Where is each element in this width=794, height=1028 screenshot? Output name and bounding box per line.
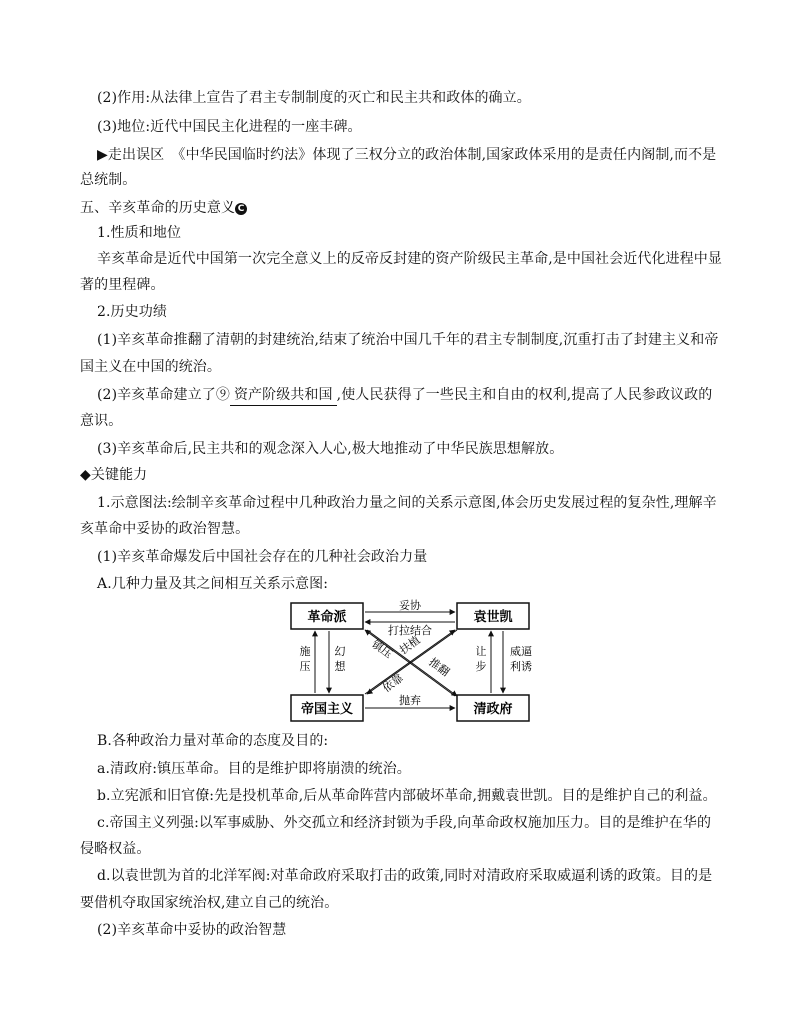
attitudes-heading: B.各种政治力量对革命的态度及目的: [97, 733, 329, 749]
achievement-2-pre: (2)辛亥革命建立了⑨ [97, 387, 230, 403]
edge-abandon-label: 抛弃 [399, 694, 421, 707]
edge-illusion-label-2: 想 [334, 660, 346, 673]
node-yuan [457, 603, 529, 629]
attitude-constitutionalists: b.立宪派和旧官僚:先是投机革命,后从革命阵营内部破坏革命,拥戴袁世凯。目的是维护自己的利益。 [97, 788, 717, 804]
edge-suppress-label-1: 施 [299, 645, 311, 658]
achievement-2-cont: 意识。 [80, 413, 123, 429]
misconception-note: ▶走出误区 《中华民国临时约法》体现了三权分立的政治体制,国家政体采用的是责任内阁制,而不是 [97, 147, 717, 163]
paragraph-nature-cont: 著的里程碑。 [80, 277, 165, 293]
level-badge-icon: C [235, 203, 247, 215]
compromise-heading: (2)辛亥革命中妥协的政治智慧 [97, 922, 287, 938]
edge-overthrow-label: 推翻 [426, 655, 452, 679]
attitude-imperialists: c.帝国主义列强:以军事威胁、外交孤立和经济封锁为手段,向革命政权施加压力。目的是维护在华的 [97, 815, 712, 831]
attitude-beiyang: d.以袁世凯为首的北洋军阀:对革命政府采取打击的政策,同时对清政府采取威逼利诱的政策。目的是 [97, 868, 713, 884]
attitude-imperialists-cont: 侵略权益。 [80, 841, 151, 857]
forces-heading: (1)辛亥革命爆发后中国社会存在的几种社会政治力量 [97, 549, 428, 565]
diagram-method: 1.示意图法:绘制辛亥革命过程中几种政治力量之间的关系示意图,体会历史发展过程的复杂性,理解辛 [97, 495, 717, 511]
achievement-3: (3)辛亥革命后,民主共和的观念深入人心,极大地推动了中华民族思想解放。 [97, 441, 564, 457]
achievement-2-post: ,使人民获得了一些民主和自由的权利,提高了人民参政议政的 [336, 387, 713, 403]
section-heading-text: 五、辛亥革命的历史意义 [80, 200, 236, 216]
node-yuan-label: 袁世凯 [473, 610, 513, 625]
edge-compromise-label: 妥协 [399, 599, 421, 612]
edge-illusion-label-1: 幻 [334, 645, 346, 658]
key-ability-heading: ◆关键能力 [80, 467, 148, 483]
edge-yield-label-2: 步 [475, 660, 487, 673]
section-heading [80, 198, 247, 218]
subheading-nature: 1.性质和地位 [97, 225, 182, 241]
edge-coerce-label-1: 威逼 [510, 645, 532, 658]
paragraph-status: (3)地位:近代中国民主化进程的一座丰碑。 [97, 119, 362, 135]
forces-relationship-diagram [285, 598, 535, 728]
achievement-1: (1)辛亥革命推翻了清朝的封建统治,结束了统治中国几千年的君主专制制度,沉重打击了封建主义和帝 [97, 332, 719, 348]
attitude-qing: a.清政府:镇压革命。目的是维护即将崩溃的统治。 [97, 761, 411, 777]
edge-suppress-label-2: 压 [299, 660, 311, 673]
edge-rely-label: 依靠 [380, 671, 406, 695]
paragraph-effect: (2)作用:从法律上宣告了君主专制制度的灭亡和民主共和政体的确立。 [97, 90, 531, 106]
edge-yield-label-1: 让 [475, 645, 487, 658]
edge-coerce-label-2: 利诱 [510, 660, 532, 673]
paragraph-nature: 辛亥革命是近代中国第一次完全意义上的反帝反封建的资产阶级民主革命,是中国社会近代化进程中显 [97, 251, 722, 267]
achievement-2 [97, 385, 712, 406]
achievement-1-cont: 国主义在中国的统治。 [80, 359, 221, 375]
edge-crush-label: 镇压 [369, 637, 395, 661]
node-revolution-label: 革命派 [307, 610, 347, 625]
diagram-caption: A.几种力量及其之间相互关系示意图: [97, 576, 329, 592]
node-qing-label: 清政府 [473, 702, 513, 717]
node-qing [457, 695, 529, 721]
edge-attack-unite-label: 打拉结合 [388, 624, 432, 637]
fill-blank-answer: 资产阶级共和国 [230, 385, 337, 406]
diagram-method-cont: 亥革命中妥协的政治智慧。 [80, 521, 250, 537]
node-imperialism [291, 695, 363, 721]
misconception-note-cont: 总统制。 [80, 172, 137, 188]
node-imperialism-label: 帝国主义 [300, 702, 354, 717]
edge-support-label: 扶植 [397, 633, 423, 657]
subheading-achievements: 2.历史功绩 [97, 304, 167, 320]
attitude-beiyang-cont: 要借机夺取国家统治权,建立自己的统治。 [80, 895, 339, 911]
node-revolution [291, 603, 363, 629]
